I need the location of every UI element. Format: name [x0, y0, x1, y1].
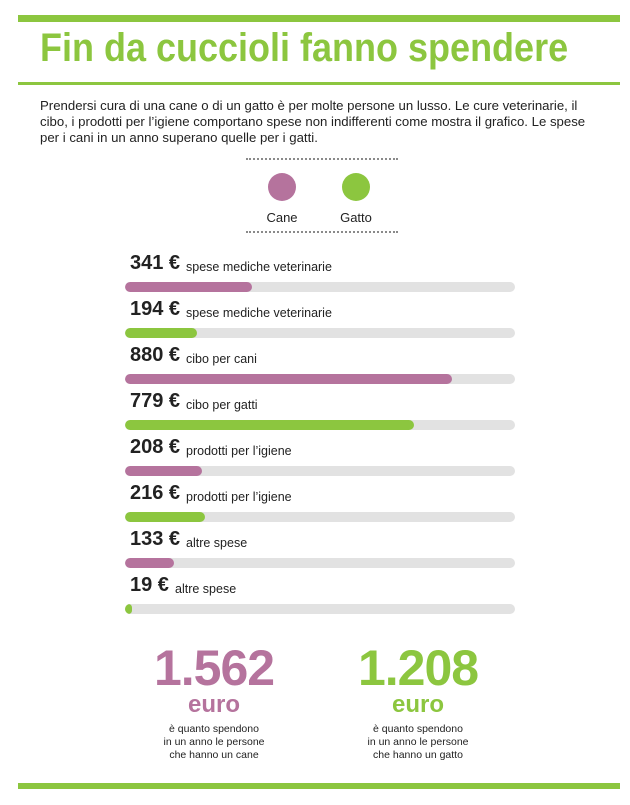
bar-label-gatto-3: cibo per gatti	[186, 398, 258, 412]
bottom-rule	[18, 783, 620, 789]
bar-amount-cane-2: 880 €	[130, 344, 181, 366]
total-gatto-unit: euro	[391, 691, 444, 718]
bar-fill-cane-0	[125, 282, 252, 292]
bar-fill-cane-6	[125, 558, 174, 568]
bar-track-gatto-7	[125, 604, 515, 614]
bar-fill-cane-4	[125, 466, 202, 476]
bar-label-gatto-5: prodotti per l’igiene	[186, 490, 292, 504]
bar-fill-cane-2	[125, 374, 452, 384]
bar-amount-gatto-1: 194 €	[130, 298, 181, 320]
bar-amount-cane-4: 208 €	[130, 436, 181, 458]
total-cane-unit: euro	[187, 691, 240, 718]
total-cane-value: 1.562	[153, 640, 275, 696]
bar-amount-gatto-3: 779 €	[130, 390, 181, 412]
total-gatto-caption: è quanto spendono in un anno le persone che hanno un gatto	[367, 723, 469, 761]
bar-track-cane-2	[125, 374, 515, 384]
bar-amount-cane-0: 341 €	[130, 252, 181, 274]
page-title: Fin da cuccioli fanno spendere	[40, 26, 569, 70]
total-cane	[114, 640, 314, 762]
bar-track-gatto-1	[125, 328, 515, 338]
legend-label-gatto: Gatto	[340, 210, 372, 225]
bar-fill-gatto-7	[125, 604, 132, 614]
bar-label-cane-6: altre spese	[186, 536, 248, 550]
bar-track-cane-6	[125, 558, 515, 568]
bar-track-cane-0	[125, 282, 515, 292]
bar-fill-gatto-1	[125, 328, 197, 338]
total-gatto	[318, 640, 518, 762]
bar-track-cane-4	[125, 466, 515, 476]
bar-label-cane-2: cibo per cani	[186, 352, 257, 366]
bar-label-cane-0: spese mediche veterinarie	[186, 260, 332, 274]
bar-amount-cane-6: 133 €	[130, 528, 181, 550]
bar-amount-gatto-5: 216 €	[130, 482, 181, 504]
bar-track-gatto-5	[125, 512, 515, 522]
bar-track-gatto-3	[125, 420, 515, 430]
bar-fill-gatto-5	[125, 512, 205, 522]
bar-fill-gatto-3	[125, 420, 414, 430]
total-cane-caption: è quanto spendono in un anno le persone che hanno un cane	[163, 723, 265, 761]
total-gatto-value: 1.208	[357, 640, 479, 696]
bar-label-gatto-1: spese mediche veterinarie	[186, 306, 332, 320]
legend-label-cane: Cane	[266, 210, 298, 225]
bar-label-gatto-7: altre spese	[175, 582, 237, 596]
intro-text: Prendersi cura di una cane o di un gatto è per molte persone un lusso. Le cure veterinarie, il cibo, i prodotti per l’igiene comportano spese non indifferenti come mostra il grafico. Le spese per i cani in un anno superano quelle per i gatti.	[40, 98, 586, 145]
bar-label-cane-4: prodotti per l’igiene	[186, 444, 292, 458]
bar-amount-gatto-7: 19 €	[130, 574, 169, 596]
